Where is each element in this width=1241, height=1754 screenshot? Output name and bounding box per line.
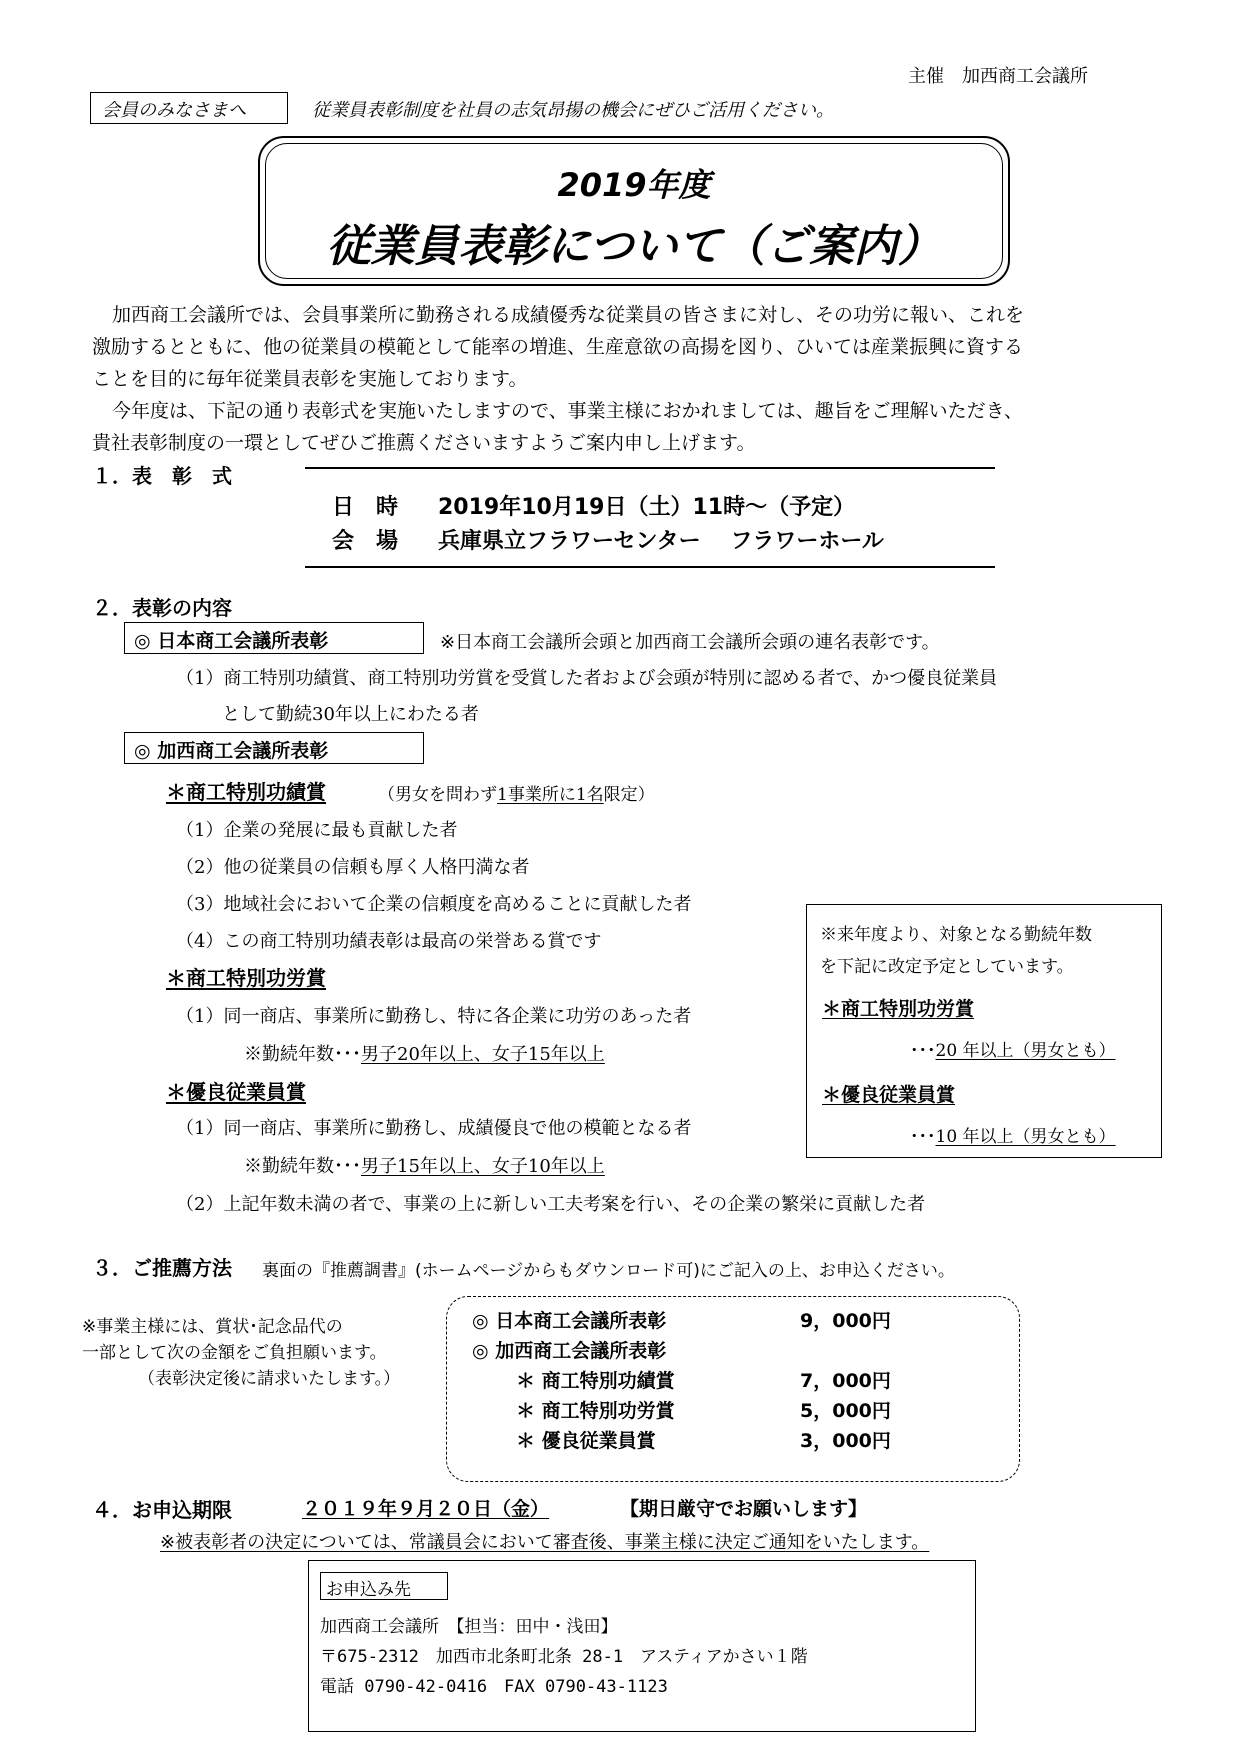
service-years: ※勤続年数･･･男子20年以上、女子15年以上 <box>244 1044 605 1065</box>
merit-item-3: （3）地域社会において企業の信頼度を高めることに貢献した者 <box>176 894 692 915</box>
contact-phone: 電話 0790-42-0416 FAX 0790-43-1123 <box>320 1677 668 1697</box>
service-item-1: （1）同一商店、事業所に勤務し、特に各企業に功労のあった者 <box>176 1006 692 1027</box>
revision-service-value: ･･･20 年以上（男女とも） <box>910 1041 1116 1061</box>
banner-text: 従業員表彰制度を社員の志気昂揚の機会にぜひご活用ください。 <box>312 100 834 121</box>
section1-heading: １．表 彰 式 <box>92 464 232 488</box>
service-award-title: ＊商工特別功労賞 <box>166 966 326 990</box>
fee-kasai-label: ◎ 加西商工会議所表彰 <box>472 1340 667 1362</box>
section2-heading: ２．表彰の内容 <box>92 596 232 620</box>
contact-org: 加西商工会議所 【担当：田中・浅田】 <box>320 1617 618 1637</box>
jcci-item-1b: として勤続30年以上にわたる者 <box>222 704 479 725</box>
intro-line-1: 加西商工会議所では、会員事業所に勤務される成績優秀な従業員の皆さまに対し、その功労に報い、これを <box>112 304 1025 326</box>
fee-merit-label: ＊ 商工特別功績賞 <box>516 1370 675 1392</box>
merit-item-4: （4）この商工特別功績表彰は最高の栄誉ある賞です <box>176 931 602 952</box>
section3-heading: ３．ご推薦方法 <box>92 1256 232 1280</box>
kasai-award-label: ◎ 加西商工会議所表彰 <box>134 740 329 762</box>
revision-line-2: を下記に改定予定としています。 <box>820 957 1074 977</box>
merit-item-2: （2）他の従業員の信頼も厚く人格円満な者 <box>176 857 530 878</box>
revision-service-title: ＊商工特別功労賞 <box>822 998 975 1020</box>
fee-jcci-amount: 9，000円 <box>800 1310 891 1332</box>
fee-note-1: ※事業主様には、賞状･記念品代の <box>82 1317 343 1337</box>
fee-merit-amount: 7，000円 <box>800 1370 891 1392</box>
revision-excellent-value: ･･･10 年以上（男女とも） <box>910 1127 1116 1147</box>
revision-line-1: ※来年度より、対象となる勤続年数 <box>820 925 1092 945</box>
jcci-item-1a: （1）商工特別功績賞、商工特別功労賞を受賞した者および会頭が特別に認める者で、かつ優良従業員 <box>176 668 998 689</box>
decision-note: ※被表彰者の決定については、常議員会において審査後、事業主様に決定ご通知をいたします。 <box>160 1532 930 1553</box>
deadline-note: 【期日厳守でお願いします】 <box>620 1498 868 1520</box>
excellent-award-title: ＊優良従業員賞 <box>166 1080 306 1104</box>
organizer: 主催 加西商工会議所 <box>908 66 1088 87</box>
divider-top <box>305 467 995 469</box>
revision-excellent-title: ＊優良従業員賞 <box>822 1084 956 1106</box>
intro-line-2: 激励するとともに、他の従業員の模範として能率の増進、生産意欲の高揚を図り、ひいては産業振興に資する <box>92 336 1024 358</box>
deadline-date: ２０１９年９月２０日（金） <box>302 1498 550 1520</box>
merit-item-1: （1）企業の発展に最も貢献した者 <box>176 820 458 841</box>
intro-line-4: 今年度は、下記の通り表彰式を実施いたしますので、事業主様におかれましては、趣旨をご理解いただき、 <box>112 400 1023 422</box>
date-value: 2019年10月19日（土）11時～（予定） <box>438 495 856 520</box>
fee-service-amount: 5，000円 <box>800 1400 891 1422</box>
excellent-item-1: （1）同一商店、事業所に勤務し、成績優良で他の模範となる者 <box>176 1118 692 1139</box>
fee-excellent-label: ＊ 優良従業員賞 <box>516 1430 656 1452</box>
fee-service-label: ＊ 商工特別功労賞 <box>516 1400 675 1422</box>
section4-heading: ４．お申込期限 <box>92 1498 232 1522</box>
contact-tag: お申込み先 <box>326 1580 411 1600</box>
jcci-award-label: ◎ 日本商工会議所表彰 <box>134 630 329 652</box>
intro-line-5: 貴社表彰制度の一環としてぜひご推薦くださいますようご案内申し上げます。 <box>92 432 756 454</box>
audience-tag: 会員のみなさまへ <box>102 100 246 121</box>
merit-award-title: ＊商工特別功績賞 <box>166 780 326 804</box>
divider-bottom <box>305 566 995 568</box>
jcci-award-note: ※日本商工会議所会頭と加西商工会議所会頭の連名表彰です。 <box>440 632 940 653</box>
fee-jcci-label: ◎ 日本商工会議所表彰 <box>472 1310 667 1332</box>
venue-value: 兵庫県立フラワーセンター フラワーホール <box>438 529 884 554</box>
excellent-item-2: （2）上記年数未満の者で、事業の上に新しい工夫考案を行い、その企業の繁栄に貢献した者 <box>176 1194 926 1215</box>
title-year: 2019年度 <box>557 166 711 204</box>
fee-excellent-amount: 3，000円 <box>800 1430 891 1452</box>
merit-award-note: （男女を問わず1事業所に1名限定） <box>378 785 655 805</box>
date-label: 日 時 <box>332 495 399 520</box>
fee-note-3: （表彰決定後に請求いたします。） <box>138 1369 401 1389</box>
section3-text: 裏面の『推薦調書』(ホームページからもダウンロード可)にご記入の上、お申込ください。 <box>262 1261 955 1281</box>
intro-line-3: ことを目的に毎年従業員表彰を実施しております。 <box>92 368 528 390</box>
venue-label: 会 場 <box>332 529 399 554</box>
fee-note-2: 一部として次の金額をご負担願います。 <box>82 1343 387 1363</box>
contact-address: 〒675-2312 加西市北条町北条 28-1 アスティアかさい１階 <box>320 1647 808 1667</box>
page-title: 従業員表彰について（ご案内） <box>326 221 942 272</box>
excellent-years: ※勤続年数･･･男子15年以上、女子10年以上 <box>244 1156 605 1177</box>
